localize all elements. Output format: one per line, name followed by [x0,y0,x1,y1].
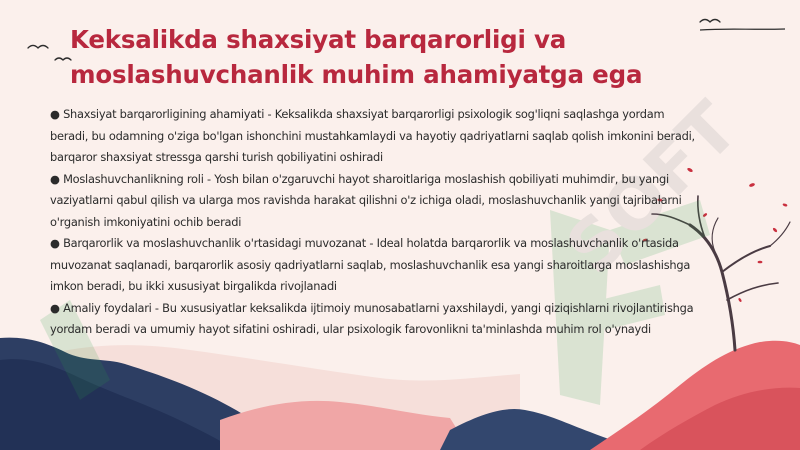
svg-text:SOFT: SOFT [550,86,754,290]
bullet-symbol: ● [50,107,60,121]
bullet-symbol: ● [50,171,60,186]
bullet-text: Barqarorlik va moslashuvchanlik o'rtasidagi muvozanat - Ideal holatda barqarorlik va moslashuvchanlik o'rtasida muvozanat saqlanadi, barqarorlik asosiy qadriyatlarni saqlab, moslashuvchanlik esa yangi sharoitlarga moslashishga imkon beradi, bu ikki xususiyat birgalikda rivojlanadi [50,236,691,293]
bullet-text: Amaliy foydalari - Bu xususiyatlar keksalikda ijtimoiy munosabatlarni yaxshilaydi, yangi qiziqishlarni rivojlantirishga yordam beradi va umumiy hayot sifatini oshiradi, ular psixologik farovonlikni ta'minlashda muhim rol o'ynaydi [50,300,694,336]
bullet-text: Shaxsiyat barqarorligining ahamiyati - Keksalikda shaxsiyat barqarorligi psixologik sog'liqni saqlashga yordam beradi, bu odamning o'ziga bo'lgan ishonchini mustahkamlaydi va hayotiy qadriyatlarni saqlab qolish imkonini beradi, barqaror shaxsiyat stressga qarshi turish qobiliyatini oshiradi [50,107,695,164]
bullet-text: Moslashuvchanlikning roli - Yosh bilan o'zgaruvchi hayot sharoitlariga moslashish qobiliyati muhimdir, bu yangi vaziyatlarni qabul qilish va ularga mos ravishda harakat qilishni o'z ichiga oladi, moslashuvchanlik yangi tajribalarni o'rganish imkoniyatini ochib beradi [50,171,682,229]
bullet-list [50,104,700,341]
slide-title: Keksalikda shaxsiyat barqarorligi va moslashuvchanlik muhim ahamiyatga ega [70,25,643,89]
bullet-symbol: ● [50,236,60,250]
bullet-symbol: ● [50,300,60,315]
bullet-item [50,233,700,298]
bullet-item [50,169,700,234]
bullet-item [50,298,700,341]
bullet-item [50,104,700,169]
